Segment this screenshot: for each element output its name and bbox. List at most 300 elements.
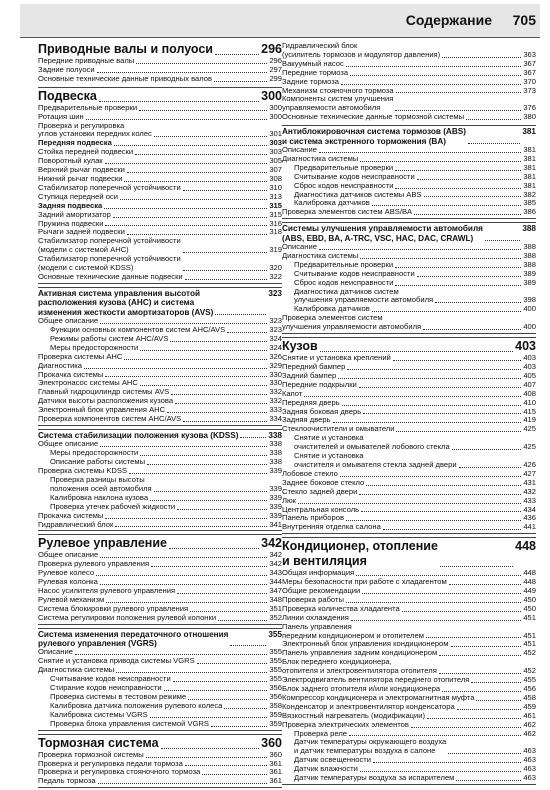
entry-page: 338 [269,448,282,458]
entry-page: 425 [523,424,536,434]
dot-leader [449,584,522,585]
entry-text: Сброс кодов неисправности [294,277,394,287]
dot-leader [175,403,267,404]
dot-leader [167,412,267,413]
toc-entry[interactable] [282,208,536,217]
dot-leader [146,757,268,758]
dot-leader [349,735,521,736]
entry-text: Калибровка датчиков [294,304,370,314]
entry-page: 355 [269,665,282,675]
entry-page: 410 [523,397,536,407]
entry-page: 300 [269,102,282,112]
entry-page: 463 [523,746,536,756]
dot-leader [124,359,267,360]
entry-page: 351 [269,603,282,613]
dot-leader [104,208,267,209]
entry-text: Проверка утечек рабочей жидкости [50,501,176,511]
dot-leader [106,602,267,603]
dot-leader [183,421,267,422]
dot-leader [456,780,521,781]
dot-leader [466,119,521,120]
section-heading[interactable] [38,536,282,551]
entry-text: Предварительные проверки [294,162,394,172]
entry-page: 426 [523,459,536,469]
entry-page: 448 [523,577,536,587]
section-page: 448 [515,539,536,554]
entry-page: 425 [523,442,536,452]
dot-leader [151,566,267,567]
entry-text: Насос усилителя рулевого управления [38,586,176,596]
entry-page: 388 [523,259,536,269]
entry-text: Проверка тормозной системы [38,749,144,759]
dot-leader [366,485,521,486]
entry-page: 363 [523,49,536,59]
toc-column-right [282,42,536,787]
dot-leader [351,620,521,621]
entry-page: 356 [269,683,282,693]
entry-text: Электронасос системы AHC [38,378,138,388]
entry-text: Снятие и установка креплений [282,353,391,363]
entry-page: 462 [523,719,536,729]
section-heading[interactable] [38,42,282,57]
dot-leader [170,341,267,342]
dot-leader [360,258,521,259]
dot-leader [320,339,514,352]
entry-page: 344 [269,577,282,587]
section-page: 360 [261,735,282,750]
entry-text: Проверка блока управления системой VGRS [50,718,209,728]
toc-section [38,87,282,284]
entry-page: 434 [523,504,536,514]
dot-leader [346,520,521,521]
dot-leader [150,717,268,718]
toc-column-left [38,42,282,790]
entry-page: 433 [523,495,536,505]
entry-text: Главный гидроцилиндр системы AVS [38,387,170,397]
section-title: Рулевое управление [38,536,167,551]
entry-page: 343 [269,568,282,578]
entry-text: Панель управления задним кондиционером [282,648,438,658]
dot-leader [215,289,266,315]
entry-text: Калибровка датчика положения рулевого колеса [50,700,223,710]
entry-text: Ступица передней оси [38,191,118,201]
dot-leader [361,511,521,512]
section-page: 323 [268,288,282,298]
entry-page: 400 [523,304,536,314]
toc-section [282,42,536,122]
section-title: Система изменения передаточного отношения рулевого управления (VGRS) [38,629,229,649]
dot-leader [359,494,521,495]
dot-leader [440,539,513,567]
dot-leader [183,270,268,271]
entry-text: Панель приборов [282,513,344,523]
dot-leader [113,217,267,218]
dot-leader [350,75,521,76]
toc-entry[interactable] [38,273,282,282]
dot-leader [147,464,267,465]
entry-page: 332 [269,396,282,406]
entry-page: 361 [269,776,282,786]
toc-entry[interactable] [282,434,536,452]
entry-text: Основные технические данные тормозной системы [282,112,465,122]
dot-leader [98,783,268,784]
toc-entry[interactable] [38,720,282,729]
dot-leader [161,736,260,749]
entry-text: Ротация шин [38,111,84,121]
toc-section [282,222,536,334]
header-rule [20,37,540,38]
entry-page: 355 [269,647,282,657]
dot-leader [154,136,267,137]
entry-text: Проверка реле [294,728,347,738]
entry-text: Прокачка системы [38,369,104,379]
dot-leader [363,413,521,414]
entry-page: 451 [523,612,536,622]
dot-leader [96,575,267,576]
entry-text: Гидравлический блок (усилитель тормозов и модулятор давления) [282,41,441,59]
dot-leader [435,302,521,303]
toc-section [282,125,536,219]
entry-page: 386 [523,207,536,217]
section-page: 355 [268,629,282,639]
entry-page: 322 [269,271,282,281]
entry-page: 339 [269,492,282,502]
section-title: Система стабилизации положения кузова (KDSS) [38,430,239,440]
entry-text: Нижний рычаг подвески [38,173,123,183]
entry-text: Общее описание [38,439,99,449]
entry-page: 382 [523,189,536,199]
toc-entry[interactable] [282,452,536,470]
toc-entry[interactable] [282,738,536,756]
entry-page: 296 [269,56,282,65]
toc-section [38,42,282,84]
dot-leader [105,518,267,519]
section-title: Подвеска [38,88,97,103]
entry-text: Стабилизатор поперечной устойчивости (модели с системой AHC) [38,236,181,255]
entry-text: Калибровка системы VGRS [50,709,148,719]
entry-text: Описание работы системы [50,457,146,467]
entry-page: 407 [523,379,536,389]
entry-page: 339 [269,501,282,511]
entry-page: 456 [523,684,536,693]
dot-leader [139,110,267,111]
section-heading[interactable] [38,736,282,751]
entry-page: 323 [269,324,282,334]
entry-text: Датчик температуры воздуха за испарителем [294,773,455,783]
dot-leader [115,526,267,527]
entry-text: Компоненты систем улучшения управляемости автомобиля [282,94,394,113]
section-heading[interactable] [282,127,536,146]
entry-page: 342 [269,550,282,560]
entry-text: Передние приводные валы [38,56,135,65]
section-heading[interactable] [282,224,536,243]
entry-text: Стабилизатор поперечной устойчивости (модели с системой KDSS) [38,254,181,273]
entry-page: 324 [269,333,282,343]
section-page: 342 [261,536,282,551]
entry-page: 376 [523,103,536,113]
dot-leader [439,673,522,674]
entry-page: 347 [269,586,282,596]
dot-leader [185,279,268,280]
entry-page: 459 [523,701,536,711]
entry-text: Задний амортизатор [38,209,111,219]
entry-text: Основные технические данные приводных валов [38,73,213,83]
toc-entry[interactable] [282,523,536,532]
entry-text: Панель управления передним кондиционером и отопителем [282,621,424,640]
toc-entry[interactable] [282,488,536,497]
entry-page: 381 [523,171,536,181]
entry-page: 381 [523,180,536,190]
entry-text: Описание [38,647,73,657]
entry-text: Стеклоочистители и омыватели [282,424,395,434]
dot-leader [240,431,266,438]
entry-page: 463 [523,764,536,774]
dot-leader [177,593,267,594]
entry-text: Пружина подвески [38,218,104,228]
entry-text: Капот [282,388,303,398]
entry-page: 361 [269,758,282,768]
entry-page: 462 [523,728,536,738]
section-page: 388 [522,224,536,234]
entry-page: 338 [269,439,282,449]
entry-page: 359 [269,718,282,728]
dot-leader [183,252,268,253]
entry-text: Проверка элементов систем улучшения управляемости автомобиля [282,313,422,332]
dot-leader [129,473,267,474]
section-heading[interactable] [282,339,536,354]
toc-entry[interactable] [38,122,282,140]
entry-page: 380 [523,112,536,122]
entry-text: Предварительные проверки [294,259,394,269]
dot-leader [426,637,521,638]
dot-leader [457,709,522,710]
dot-leader [459,467,522,468]
toc-entry[interactable] [282,113,536,122]
toc-entry[interactable] [38,255,282,273]
dot-leader [140,385,267,386]
dot-leader [171,394,267,395]
entry-text: Задняя подвеска [38,200,103,210]
entry-text: Передняя подвеска [38,138,112,148]
dot-leader [224,708,267,709]
entry-text: Задние тормоза [282,76,339,86]
dot-leader [395,110,521,111]
dot-leader [177,509,267,510]
entry-text: Предварительные проверки [38,102,138,112]
toc-entry[interactable] [38,521,282,530]
dot-leader [423,329,521,330]
dot-leader [100,446,267,447]
entry-page: 301 [269,129,282,139]
entry-text: Передние тормоза [282,67,349,77]
dot-leader [471,682,521,683]
dot-leader [396,431,521,432]
entry-page: 448 [523,568,536,578]
entry-text: Общие рекомендации [282,586,361,596]
toc-entry[interactable] [282,774,536,783]
entry-text: Считывание кодов неисправности [50,674,171,684]
dot-leader [340,476,521,477]
entry-page: 367 [523,67,536,77]
entry-page: 305 [269,156,282,166]
toc-entry[interactable] [38,415,282,424]
entry-text: Блок переднего кондиционера, отопителя и электровентилятора отопителя [282,657,437,676]
entry-page: 300 [269,111,282,121]
entry-page: 389 [523,268,536,278]
entry-text: Снятие и установка очистителей и омывателей лобового стекла [294,433,450,452]
entry-page: 452 [523,648,536,658]
entry-text: Блок заднего отопителя и/или кондиционера [282,684,441,693]
entry-text: Диагностика системы [282,250,359,260]
toc-entry[interactable] [38,476,282,494]
toc-section [38,534,282,624]
dot-leader [395,188,521,189]
dot-leader [75,654,267,655]
entry-page: 451 [523,639,536,649]
toc-entry[interactable] [282,288,536,306]
entry-text: Передняя дверь [282,397,340,407]
dot-leader [342,405,522,406]
toc-entry[interactable] [282,623,536,641]
dot-leader [373,762,521,763]
entry-page: 373 [523,85,536,95]
entry-text: Линии охлаждения [282,612,349,622]
entry-page: 318 [269,227,282,237]
entry-page: 455 [523,675,536,685]
entry-text: Функции основных компонентов систем AHC/AVS [50,324,226,334]
dot-leader [183,190,268,191]
entry-page: 381 [523,153,536,163]
entry-text: Описание [282,242,317,252]
entry-page: 307 [269,165,282,175]
dot-leader [448,753,521,754]
entry-text: Система регулировки положения рулевой колонки [38,612,217,622]
dot-leader [424,196,522,197]
dot-leader [319,152,521,153]
entry-page: 338 [269,457,282,467]
entry-page: 381 [523,144,536,154]
dot-leader [395,170,521,171]
dot-leader [359,387,522,388]
toc-section [38,287,282,426]
entry-text: Стабилизатор поперечной устойчивости [38,182,181,192]
entry-text: Люк [282,495,297,505]
toc-entry[interactable] [38,777,282,786]
entry-text: Проверка системы KDSS [38,466,128,476]
entry-text: Режимы работы систем AHC/AVS [50,333,169,343]
entry-page: 341 [269,519,282,529]
entry-text: Считывание кодов неисправности [294,268,415,278]
entry-page: 398 [523,295,536,305]
entry-page: 324 [269,342,282,352]
dot-leader [169,536,259,549]
entry-page: 463 [523,755,536,765]
dot-leader [154,491,268,492]
entry-page: 408 [523,388,536,398]
section-heading[interactable] [38,89,282,104]
entry-text: Стойка передней подвески [38,147,134,157]
entry-page: 356 [269,692,282,701]
entry-page: 339 [269,483,282,493]
dot-leader [140,350,267,351]
section-heading[interactable] [38,630,282,649]
entry-page: 370 [523,76,536,86]
entry-text: Прокачка системы [38,510,104,520]
toc-entry[interactable] [38,237,282,255]
dot-leader [476,700,521,701]
section-title: Кузов [282,339,318,354]
section-page: 300 [261,88,282,103]
dot-leader [346,602,521,603]
entry-text: Описание [282,144,317,154]
toc-section [38,429,282,531]
dot-leader [427,718,521,719]
entry-page: 427 [523,468,536,478]
section-heading[interactable] [38,289,282,317]
dot-leader [395,267,521,268]
entry-page: 326 [269,351,282,361]
dot-leader [393,360,522,361]
entry-page: 360 [269,749,282,759]
toc-entry[interactable] [282,314,536,332]
dot-leader [298,503,521,504]
entry-page: 415 [523,406,536,416]
section-heading[interactable] [282,539,536,569]
entry-page: 388 [523,250,536,260]
dot-leader [188,699,267,700]
entry-page: 463 [523,773,536,783]
toc-entry[interactable] [38,614,282,623]
dot-leader [333,422,522,423]
entry-page: 358 [269,700,282,710]
page-number: 705 [512,12,536,28]
toc-entry[interactable] [282,95,536,113]
dot-leader [230,630,266,647]
dot-leader [218,620,267,621]
entry-text: Проверка системы в тестовом режиме [50,692,187,701]
entry-page: 319 [269,245,282,255]
entry-page: 310 [269,182,282,192]
dot-leader [127,234,267,235]
entry-text: Педаль тормоза [38,776,96,786]
entry-page: 419 [523,415,536,425]
toc-entry[interactable] [282,658,536,676]
dot-leader [402,611,522,612]
dot-leader [319,249,521,250]
toc-section [282,337,536,534]
toc-entry[interactable] [282,42,536,60]
dot-leader [164,690,268,691]
entry-text: Датчик влажности [294,764,358,774]
section-title: Системы улучшения управляемости автомобиля (ABS, EBD, BA, A-TRC, VSC, HAC, DAC, CRAWL) [282,224,483,243]
entry-text: Основные технические данные подвески [38,271,183,281]
entry-page: 299 [269,73,282,83]
toc-entry[interactable] [38,75,282,84]
section-page: 381 [522,127,536,137]
dot-leader [346,66,522,67]
entry-text: Передний бампер [282,362,346,371]
entry-page: 333 [269,405,282,415]
dot-leader [99,89,259,102]
entry-page: 403 [523,353,536,363]
entry-text: Проверка разницы высоты положения осей автомобиля [50,474,152,493]
toc-entry[interactable] [282,381,536,390]
entry-text: Диагностика [38,360,83,370]
dot-leader [84,368,267,369]
dot-leader [304,396,521,397]
entry-text: Проверка и регулировка углов установки передних колес [38,120,152,139]
dot-leader [105,163,268,164]
